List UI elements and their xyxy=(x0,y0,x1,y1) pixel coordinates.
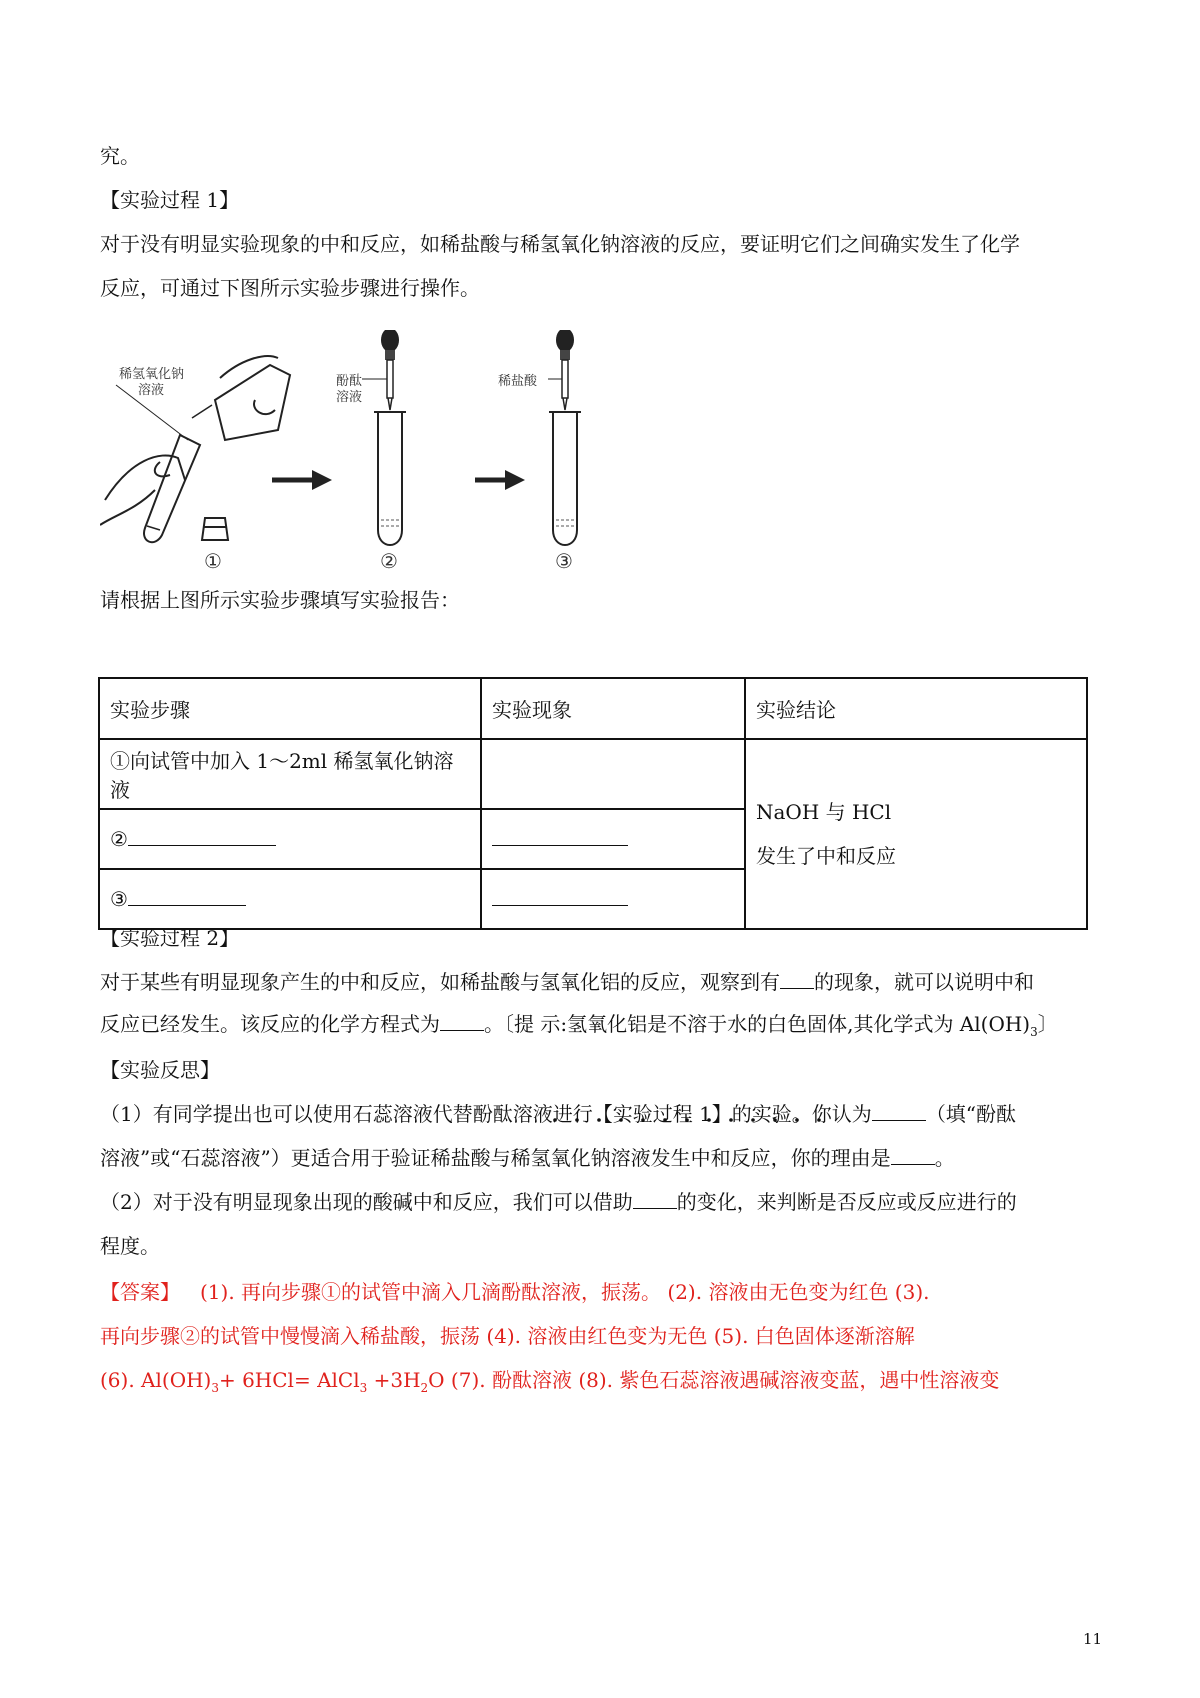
label-phenol-line2: 溶液 xyxy=(336,390,363,405)
row1-phenomenon xyxy=(481,739,745,809)
row3-phenomenon xyxy=(481,869,745,929)
q2-b: 的变化，来判断是否反应或反应进行的 xyxy=(676,1190,1017,1214)
label-naoh-line1: 稀氢氧化钠 xyxy=(119,367,185,382)
q1-d: 。 xyxy=(934,1146,955,1170)
row2-phenomenon-blank[interactable] xyxy=(492,827,628,846)
row3-step xyxy=(99,869,481,929)
q1-reason-blank[interactable] xyxy=(891,1146,935,1165)
row3-step-blank[interactable] xyxy=(128,887,246,906)
header-step: 实验步骤 xyxy=(99,678,481,739)
experiment-figure xyxy=(100,330,700,630)
reflection-q1-line1 xyxy=(100,1100,1016,1128)
answer-line1-text: (1). 再向步骤①的试管中滴入几滴酚酞溶液，振荡。 (2). 溶液由无色变为红色 (3). xyxy=(200,1280,930,1304)
process2-heading: 【实验过程 2】 xyxy=(100,926,240,950)
process2-line1-b: 的现象，就可以说明中和 xyxy=(814,970,1034,994)
q1-b: （填“酚酞 xyxy=(925,1102,1017,1126)
row2-step-blank[interactable] xyxy=(128,827,276,846)
page-number: 11 xyxy=(1083,1630,1103,1648)
step3-number: ③ xyxy=(555,549,573,573)
q1-a: （1）有同学提出也可以使用石蕊溶液代替酚酞溶液进行【实验过程 1】的实验。你认为 xyxy=(100,1102,872,1126)
conclusion-cell xyxy=(745,739,1087,929)
conclusion-line2: 发生了中和反应 xyxy=(756,844,896,868)
process2-line1-a: 对于某些有明显现象产生的中和反应，如稀盐酸与氢氧化铝的反应，观察到有 xyxy=(100,970,780,994)
arrow-2-icon xyxy=(475,470,525,490)
answer-line3-d: O (7). 酚酞溶液 (8). 紫色石蕊溶液遇碱溶液变蓝，遇中性溶液变 xyxy=(428,1368,1000,1392)
process2-line2-end: 〕 xyxy=(1037,1012,1058,1036)
row2-phenomenon xyxy=(481,809,745,869)
header-conclusion: 实验结论 xyxy=(745,678,1087,739)
row3-mark: ③ xyxy=(110,887,128,911)
label-phenol-line1: 酚酞 xyxy=(336,374,363,389)
reflection-q2-line2: 程度。 xyxy=(100,1234,160,1258)
row3-phenomenon-blank[interactable] xyxy=(492,887,628,906)
answer-line3-a: (6). Al(OH) xyxy=(100,1368,212,1392)
row2-step xyxy=(99,809,481,869)
reflection-q2-line1 xyxy=(100,1188,1017,1216)
process2-line2-a: 反应已经发生。该反应的化学方程式为 xyxy=(100,1012,440,1036)
step3-illustration xyxy=(548,330,581,545)
answer-sub2: 3 xyxy=(359,1381,368,1395)
label-hcl: 稀盐酸 xyxy=(498,374,538,389)
header-phenomenon: 实验现象 xyxy=(481,678,745,739)
answer-line1 xyxy=(100,1278,930,1306)
answer-line3-c: +3H xyxy=(367,1368,421,1392)
step1-illustration xyxy=(100,356,290,542)
experiment-report-table xyxy=(98,677,1088,930)
process2-line1 xyxy=(100,968,1034,996)
row1-step: ①向试管中加入 1～2ml 稀氢氧化钠溶液 xyxy=(99,739,481,809)
equation-blank[interactable] xyxy=(440,1012,484,1031)
reflection-q1-line2 xyxy=(100,1144,955,1172)
process2-line2 xyxy=(100,1010,1058,1046)
answer-line3 xyxy=(100,1366,999,1402)
observation-blank[interactable] xyxy=(780,970,814,989)
process2-subscript: 3 xyxy=(1030,1025,1038,1039)
table-row xyxy=(99,739,1087,809)
q1-c: 溶液”或“石蕊溶液”）更适合用于验证稀盐酸与稀氢氧化钠溶液发生中和反应，你的理由是 xyxy=(100,1146,891,1170)
intro-tail: 究。 xyxy=(100,144,140,168)
process2-line2-b: 。〔提 示:氢氧化铝是不溶于水的白色固体,其化学式为 Al(OH) xyxy=(484,1012,1031,1036)
step2-illustration xyxy=(362,330,406,545)
q2-blank[interactable] xyxy=(633,1190,677,1209)
label-naoh-line2: 溶液 xyxy=(138,383,165,398)
q1-choice-blank[interactable] xyxy=(872,1102,926,1121)
table-header-row xyxy=(99,678,1087,739)
answer-line3-b: + 6HCl= AlCl xyxy=(218,1368,360,1392)
conclusion-line1: NaOH 与 HCl xyxy=(756,800,892,824)
process1-line1: 对于没有明显实验现象的中和反应，如稀盐酸与稀氢氧化钠溶液的反应，要证明它们之间确实发生了化学 xyxy=(100,232,1020,256)
process1-line2: 反应，可通过下图所示实验步骤进行操作。 xyxy=(100,276,480,300)
answer-label: 【答案】 xyxy=(100,1280,180,1304)
step1-number: ① xyxy=(204,549,222,573)
q2-a: （2）对于没有明显现象出现的酸碱中和反应，我们可以借助 xyxy=(100,1190,633,1214)
answer-sub1: 3 xyxy=(211,1381,219,1395)
row2-mark: ② xyxy=(110,827,128,851)
reflection-heading: 【实验反思】 xyxy=(100,1058,220,1082)
step2-number: ② xyxy=(380,549,398,573)
report-intro: 请根据上图所示实验步骤填写实验报告： xyxy=(100,588,460,612)
answer-line2: 再向步骤②的试管中慢慢滴入稀盐酸，振荡 (4). 溶液由红色变为无色 (5). 白色固体逐渐溶解 xyxy=(100,1324,915,1348)
process1-heading: 【实验过程 1】 xyxy=(100,188,240,212)
arrow-1-icon xyxy=(272,470,332,490)
answer-sub3: 2 xyxy=(420,1381,429,1395)
